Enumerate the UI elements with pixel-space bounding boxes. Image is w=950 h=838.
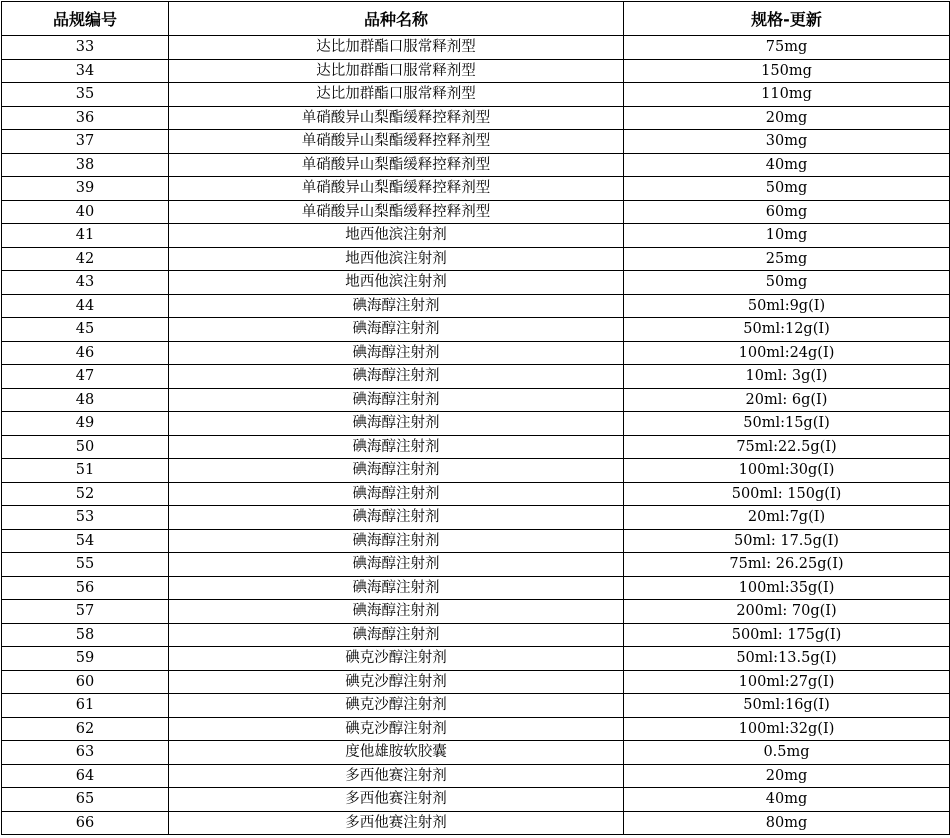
table-row <box>2 153 950 177</box>
table-row <box>2 811 950 835</box>
cell-specification: 40mg <box>624 153 950 177</box>
table-row <box>2 388 950 412</box>
cell-specification: 100ml:32g(Ⅰ) <box>624 717 950 741</box>
table-row <box>2 177 950 201</box>
cell-spec-number: 47 <box>2 365 169 389</box>
header-product-name: 品种名称 <box>169 2 624 36</box>
cell-specification: 20mg <box>624 764 950 788</box>
cell-spec-number: 66 <box>2 811 169 835</box>
cell-spec-number: 48 <box>2 388 169 412</box>
cell-product-name: 多西他赛注射剂 <box>169 788 624 812</box>
cell-spec-number: 35 <box>2 83 169 107</box>
cell-specification: 100ml:30g(Ⅰ) <box>624 459 950 483</box>
cell-spec-number: 44 <box>2 294 169 318</box>
cell-spec-number: 46 <box>2 341 169 365</box>
cell-product-name: 碘克沙醇注射剂 <box>169 647 624 671</box>
table-body <box>2 36 950 835</box>
table-row <box>2 600 950 624</box>
cell-spec-number: 61 <box>2 694 169 718</box>
table-row <box>2 106 950 130</box>
table-row <box>2 506 950 530</box>
cell-specification: 75mg <box>624 36 950 60</box>
cell-spec-number: 63 <box>2 741 169 765</box>
cell-product-name: 碘海醇注射剂 <box>169 459 624 483</box>
cell-product-name: 碘海醇注射剂 <box>169 294 624 318</box>
cell-spec-number: 64 <box>2 764 169 788</box>
cell-specification: 200ml: 70g(Ⅰ) <box>624 600 950 624</box>
table-row <box>2 576 950 600</box>
cell-specification: 80mg <box>624 811 950 835</box>
table-row <box>2 36 950 60</box>
cell-product-name: 地西他滨注射剂 <box>169 247 624 271</box>
cell-product-name: 碘克沙醇注射剂 <box>169 694 624 718</box>
cell-specification: 20ml: 6g(Ⅰ) <box>624 388 950 412</box>
cell-specification: 50ml:12g(Ⅰ) <box>624 318 950 342</box>
table-row <box>2 83 950 107</box>
cell-product-name: 单硝酸异山梨酯缓释控释剂型 <box>169 177 624 201</box>
cell-product-name: 碘克沙醇注射剂 <box>169 717 624 741</box>
cell-spec-number: 56 <box>2 576 169 600</box>
table-row <box>2 741 950 765</box>
table-row <box>2 59 950 83</box>
cell-specification: 100ml:27g(Ⅰ) <box>624 670 950 694</box>
cell-specification: 50mg <box>624 271 950 295</box>
cell-spec-number: 60 <box>2 670 169 694</box>
cell-spec-number: 39 <box>2 177 169 201</box>
cell-spec-number: 37 <box>2 130 169 154</box>
cell-product-name: 碘海醇注射剂 <box>169 506 624 530</box>
table-row <box>2 130 950 154</box>
cell-specification: 60mg <box>624 200 950 224</box>
cell-product-name: 碘海醇注射剂 <box>169 482 624 506</box>
cell-spec-number: 40 <box>2 200 169 224</box>
cell-product-name: 碘海醇注射剂 <box>169 553 624 577</box>
table-row <box>2 365 950 389</box>
cell-spec-number: 45 <box>2 318 169 342</box>
cell-product-name: 碘克沙醇注射剂 <box>169 670 624 694</box>
cell-specification: 30mg <box>624 130 950 154</box>
cell-spec-number: 58 <box>2 623 169 647</box>
cell-product-name: 碘海醇注射剂 <box>169 529 624 553</box>
table-row <box>2 200 950 224</box>
cell-spec-number: 38 <box>2 153 169 177</box>
table-row <box>2 271 950 295</box>
cell-spec-number: 33 <box>2 36 169 60</box>
cell-spec-number: 62 <box>2 717 169 741</box>
cell-spec-number: 65 <box>2 788 169 812</box>
cell-specification: 50ml: 17.5g(Ⅰ) <box>624 529 950 553</box>
cell-product-name: 碘海醇注射剂 <box>169 412 624 436</box>
cell-spec-number: 50 <box>2 435 169 459</box>
table-row <box>2 459 950 483</box>
cell-product-name: 地西他滨注射剂 <box>169 271 624 295</box>
cell-specification: 500ml: 175g(Ⅰ) <box>624 623 950 647</box>
cell-spec-number: 49 <box>2 412 169 436</box>
cell-specification: 10mg <box>624 224 950 248</box>
cell-spec-number: 55 <box>2 553 169 577</box>
cell-product-name: 地西他滨注射剂 <box>169 224 624 248</box>
cell-product-name: 单硝酸异山梨酯缓释控释剂型 <box>169 130 624 154</box>
cell-product-name: 度他雄胺软胶囊 <box>169 741 624 765</box>
cell-specification: 20mg <box>624 106 950 130</box>
table-row <box>2 224 950 248</box>
cell-specification: 40mg <box>624 788 950 812</box>
table-row <box>2 482 950 506</box>
cell-product-name: 碘海醇注射剂 <box>169 318 624 342</box>
cell-specification: 100ml:35g(Ⅰ) <box>624 576 950 600</box>
cell-product-name: 单硝酸异山梨酯缓释控释剂型 <box>169 106 624 130</box>
header-specification: 规格-更新 <box>624 2 950 36</box>
cell-specification: 50ml:16g(Ⅰ) <box>624 694 950 718</box>
cell-product-name: 碘海醇注射剂 <box>169 341 624 365</box>
cell-specification: 50ml:15g(Ⅰ) <box>624 412 950 436</box>
table-row <box>2 623 950 647</box>
cell-product-name: 碘海醇注射剂 <box>169 388 624 412</box>
cell-specification: 75ml: 26.25g(Ⅰ) <box>624 553 950 577</box>
cell-specification: 100ml:24g(Ⅰ) <box>624 341 950 365</box>
cell-product-name: 碘海醇注射剂 <box>169 623 624 647</box>
cell-specification: 150mg <box>624 59 950 83</box>
cell-product-name: 达比加群酯口服常释剂型 <box>169 36 624 60</box>
table-row <box>2 647 950 671</box>
cell-specification: 50ml:9g(Ⅰ) <box>624 294 950 318</box>
table-row <box>2 670 950 694</box>
table-row <box>2 318 950 342</box>
table-row <box>2 788 950 812</box>
table-row <box>2 694 950 718</box>
table-row <box>2 529 950 553</box>
cell-spec-number: 57 <box>2 600 169 624</box>
header-spec-number: 品规编号 <box>2 2 169 36</box>
cell-product-name: 达比加群酯口服常释剂型 <box>169 59 624 83</box>
cell-specification: 0.5mg <box>624 741 950 765</box>
cell-specification: 500ml: 150g(Ⅰ) <box>624 482 950 506</box>
table-row <box>2 247 950 271</box>
cell-spec-number: 52 <box>2 482 169 506</box>
cell-specification: 20ml:7g(Ⅰ) <box>624 506 950 530</box>
table-row <box>2 764 950 788</box>
cell-spec-number: 34 <box>2 59 169 83</box>
cell-spec-number: 41 <box>2 224 169 248</box>
cell-specification: 50ml:13.5g(Ⅰ) <box>624 647 950 671</box>
cell-product-name: 单硝酸异山梨酯缓释控释剂型 <box>169 153 624 177</box>
cell-product-name: 多西他赛注射剂 <box>169 764 624 788</box>
cell-product-name: 碘海醇注射剂 <box>169 576 624 600</box>
cell-product-name: 多西他赛注射剂 <box>169 811 624 835</box>
cell-product-name: 达比加群酯口服常释剂型 <box>169 83 624 107</box>
cell-specification: 50mg <box>624 177 950 201</box>
cell-specification: 10ml: 3g(Ⅰ) <box>624 365 950 389</box>
cell-product-name: 碘海醇注射剂 <box>169 600 624 624</box>
table-row <box>2 553 950 577</box>
table-row <box>2 412 950 436</box>
cell-spec-number: 53 <box>2 506 169 530</box>
table-row <box>2 341 950 365</box>
table-row <box>2 717 950 741</box>
cell-product-name: 碘海醇注射剂 <box>169 365 624 389</box>
cell-specification: 25mg <box>624 247 950 271</box>
cell-spec-number: 54 <box>2 529 169 553</box>
drug-spec-table <box>1 1 950 835</box>
cell-product-name: 碘海醇注射剂 <box>169 435 624 459</box>
cell-spec-number: 43 <box>2 271 169 295</box>
cell-specification: 75ml:22.5g(Ⅰ) <box>624 435 950 459</box>
cell-spec-number: 42 <box>2 247 169 271</box>
cell-spec-number: 51 <box>2 459 169 483</box>
table-row <box>2 435 950 459</box>
header-row <box>2 2 950 36</box>
table-row <box>2 294 950 318</box>
cell-spec-number: 36 <box>2 106 169 130</box>
cell-specification: 110mg <box>624 83 950 107</box>
cell-spec-number: 59 <box>2 647 169 671</box>
cell-product-name: 单硝酸异山梨酯缓释控释剂型 <box>169 200 624 224</box>
